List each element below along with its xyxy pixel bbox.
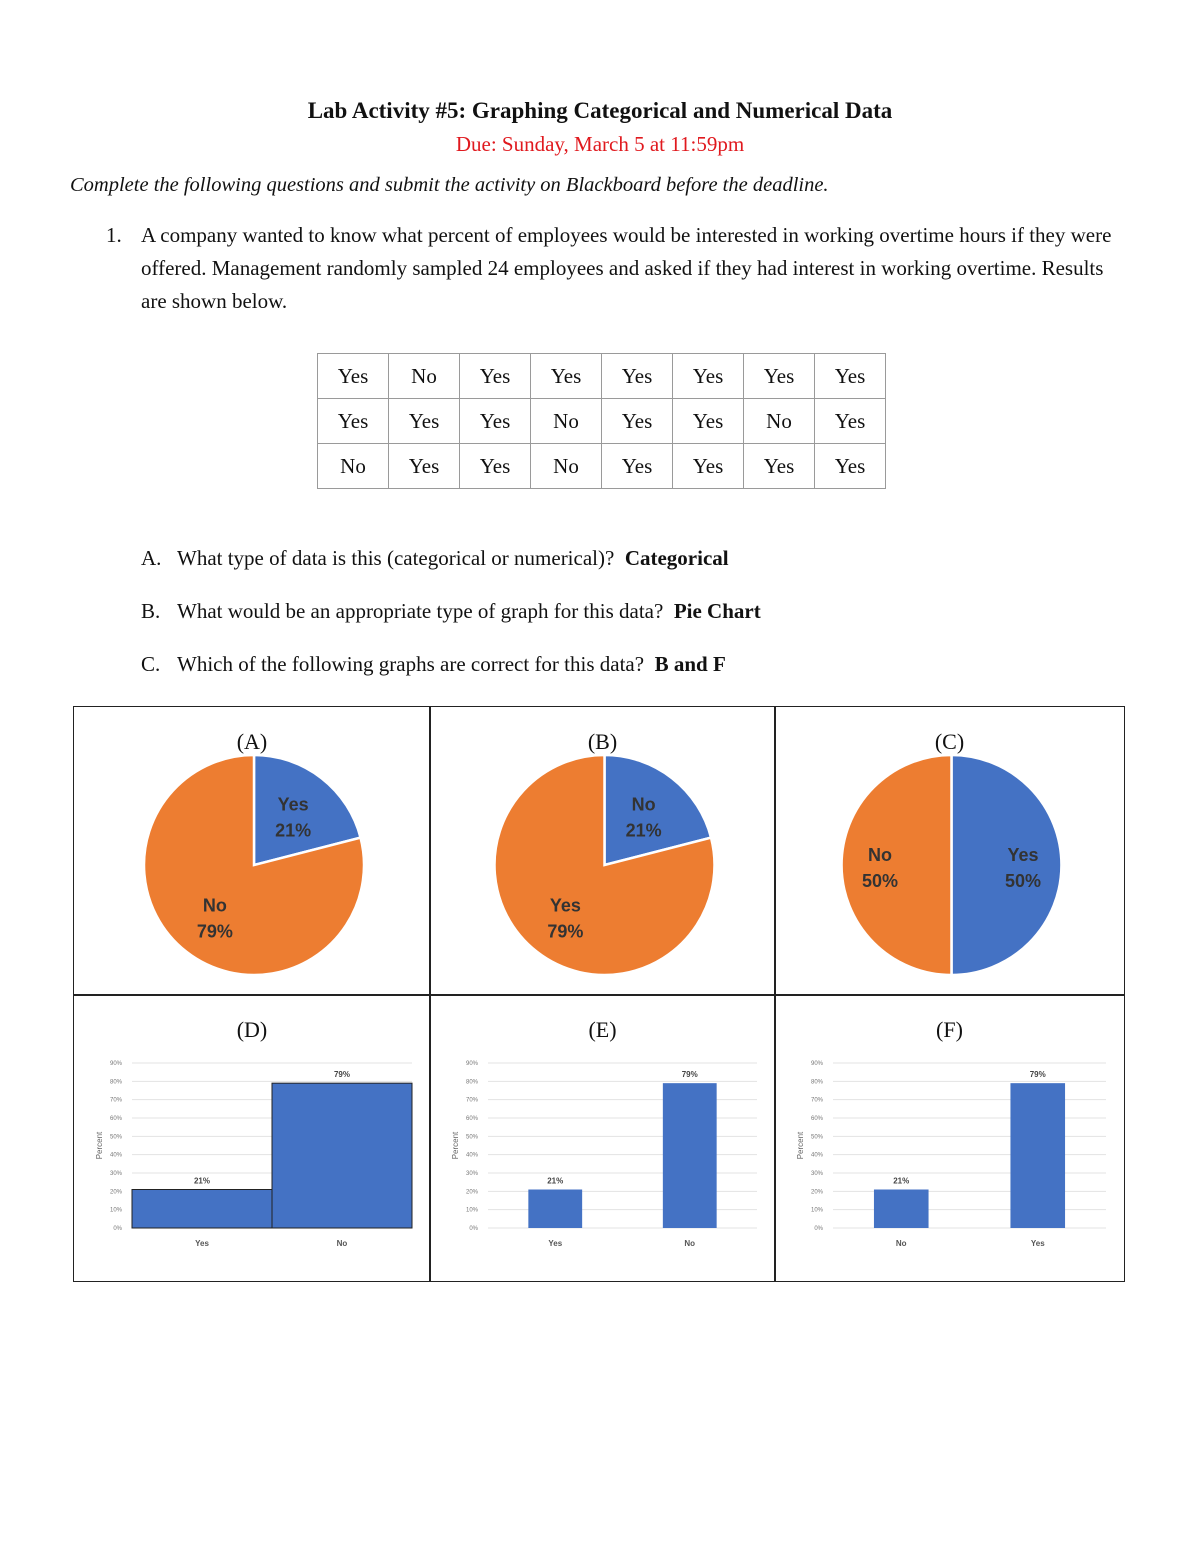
y-tick-label: 10% (109, 1207, 122, 1214)
y-tick-label: 90% (465, 1061, 478, 1067)
chart-title: (B) (587, 729, 618, 754)
question-text: A company wanted to know what percent of employees would be interested in working overtime hours if they were offered. Management randomly sampled 24 employees and asked if they had interest in working overtime. Results are shown below. (141, 223, 1112, 313)
bar-value-label: 21% (193, 1176, 211, 1186)
pie-label-category: Yes (1007, 845, 1039, 865)
table-cell: Yes (602, 354, 673, 399)
part-letter: B. (141, 599, 161, 623)
table-cell: Yes (460, 444, 531, 489)
pie-slice-no (842, 755, 952, 975)
x-tick-label: No (895, 1239, 907, 1248)
chart-svg (775, 995, 1124, 1281)
chart-title: (A) (236, 729, 268, 754)
table-cell: No (744, 399, 815, 444)
table-cell: Yes (673, 354, 744, 399)
y-axis-label: Percent (796, 1131, 805, 1160)
x-tick-label: No (684, 1239, 696, 1248)
y-tick-label: 70% (109, 1097, 122, 1104)
part-letter: A. (141, 546, 162, 570)
part-question: What type of data is this (categorical or numerical)? (177, 546, 615, 570)
y-tick-label: 30% (810, 1171, 823, 1177)
table-row (318, 399, 886, 444)
table-cell: No (531, 399, 602, 444)
y-tick-label: 80% (109, 1079, 122, 1086)
table-cell: Yes (460, 399, 531, 444)
chart-svg (775, 707, 1124, 995)
part-answer: B and F (654, 652, 726, 676)
response-table (317, 353, 886, 489)
y-tick-label: 90% (109, 1061, 122, 1067)
part-question: What would be an appropriate type of graph for this data? (177, 599, 664, 623)
table-cell: Yes (744, 354, 815, 399)
bar-no (272, 1083, 412, 1228)
question-number: 1. (106, 223, 122, 247)
y-tick-label: 50% (109, 1134, 122, 1141)
table-cell: Yes (815, 354, 886, 399)
y-tick-label: 0% (469, 1226, 478, 1232)
chart-c (775, 707, 1124, 995)
part-answer: Pie Chart (673, 599, 761, 623)
chart-svg (74, 707, 430, 995)
table-cell: Yes (673, 399, 744, 444)
pie-label-percent: 50% (1004, 871, 1042, 891)
bar-no (663, 1083, 717, 1228)
pie-label-category: Yes (277, 794, 309, 815)
bar-value-label: 21% (893, 1176, 910, 1186)
y-tick-label: 50% (465, 1134, 478, 1141)
y-tick-label: 10% (465, 1207, 478, 1214)
x-tick-label: No (336, 1239, 348, 1248)
chart-svg (74, 995, 430, 1281)
y-tick-label: 0% (814, 1226, 823, 1232)
chart-d (74, 995, 430, 1281)
page-title: Lab Activity #5: Graphing Categorical and Numerical Data (307, 98, 893, 123)
x-tick-label: Yes (548, 1239, 563, 1248)
table-cell: No (318, 444, 389, 489)
table-cell: Yes (673, 444, 744, 489)
pie-slice-yes (952, 755, 1062, 975)
chart-a (74, 707, 430, 995)
y-tick-label: 40% (810, 1152, 823, 1159)
x-tick-label: Yes (195, 1239, 209, 1248)
bar-no (874, 1190, 929, 1229)
y-tick-label: 40% (465, 1152, 478, 1159)
table-cell: Yes (318, 354, 389, 399)
chart-title: (D) (236, 1017, 268, 1042)
y-tick-label: 40% (109, 1152, 122, 1159)
bar-value-label: 79% (1029, 1070, 1046, 1080)
table-cell: Yes (531, 354, 602, 399)
bar-value-label: 79% (681, 1070, 698, 1080)
y-axis-label: Percent (451, 1131, 460, 1160)
chart-f (775, 995, 1124, 1281)
y-tick-label: 10% (810, 1207, 823, 1214)
pie-label-percent: 79% (196, 921, 233, 942)
y-tick-label: 0% (113, 1226, 122, 1232)
table-cell: Yes (389, 399, 460, 444)
pie-label-percent: 50% (861, 871, 899, 891)
instructions: Complete the following questions and submit the activity on Blackboard before the deadline. (70, 174, 829, 196)
table-cell: No (531, 444, 602, 489)
pie-label-percent: 21% (625, 820, 662, 841)
y-tick-label: 60% (810, 1116, 823, 1122)
part-answer: Categorical (624, 546, 729, 570)
table-cell: Yes (602, 444, 673, 489)
bar-yes (132, 1190, 272, 1229)
table-cell: Yes (602, 399, 673, 444)
chart-e (430, 995, 775, 1281)
y-axis-label: Percent (95, 1131, 104, 1160)
table-cell: Yes (815, 399, 886, 444)
y-tick-label: 30% (465, 1171, 478, 1177)
pie-label-percent: 21% (275, 820, 312, 841)
bar-value-label: 79% (333, 1070, 351, 1080)
y-tick-label: 60% (109, 1116, 122, 1122)
chart-title: (E) (588, 1017, 617, 1042)
table-row (318, 444, 886, 489)
pie-label-category: No (202, 895, 227, 916)
chart-b (430, 707, 775, 995)
part-a (141, 546, 729, 571)
bar-value-label: 21% (547, 1176, 564, 1186)
pie-label-category: No (631, 794, 656, 815)
x-tick-label: Yes (1030, 1239, 1045, 1248)
y-tick-label: 70% (465, 1097, 478, 1104)
y-tick-label: 60% (465, 1116, 478, 1122)
y-tick-label: 20% (810, 1189, 823, 1196)
graph-options-grid (73, 706, 1125, 1282)
y-tick-label: 20% (109, 1189, 122, 1196)
table-cell: Yes (389, 444, 460, 489)
y-tick-label: 80% (465, 1079, 478, 1086)
chart-svg (430, 995, 775, 1281)
part-b (141, 599, 761, 624)
table-cell: Yes (744, 444, 815, 489)
y-tick-label: 90% (810, 1061, 823, 1067)
pie-label-category: Yes (549, 895, 581, 916)
chart-title: (C) (934, 729, 965, 754)
table-cell: Yes (815, 444, 886, 489)
due-date: Due: Sunday, March 5 at 11:59pm (455, 132, 745, 156)
pie-label-category: No (868, 845, 892, 865)
table-row (318, 354, 886, 399)
y-tick-label: 30% (109, 1171, 122, 1177)
pie-label-percent: 79% (547, 921, 584, 942)
table-cell: No (389, 354, 460, 399)
chart-title: (F) (936, 1017, 963, 1042)
part-question: Which of the following graphs are correct for this data? (177, 652, 645, 676)
part-c (141, 652, 726, 677)
chart-svg (430, 707, 775, 995)
y-tick-label: 70% (810, 1097, 823, 1104)
y-tick-label: 80% (810, 1079, 823, 1086)
table-cell: Yes (460, 354, 531, 399)
bar-yes (528, 1190, 582, 1229)
table-cell: Yes (318, 399, 389, 444)
bar-yes (1010, 1083, 1065, 1228)
y-tick-label: 20% (465, 1189, 478, 1196)
y-tick-label: 50% (810, 1134, 823, 1141)
part-letter: C. (141, 652, 161, 676)
